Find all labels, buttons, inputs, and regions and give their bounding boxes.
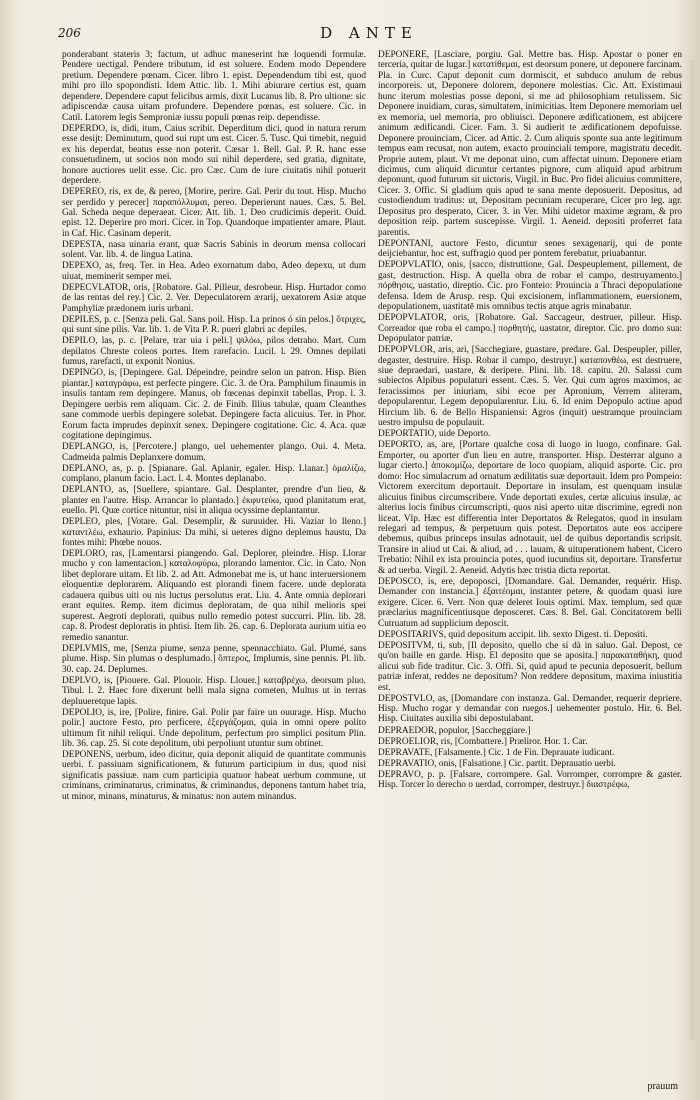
dictionary-entry: DEPILO, las, p. c. [Pelare, trar uia i peli.] ψιλόω, pilos detraho. Mart. Cum depilatos Chreste coleos portes. Item rarefacio. Lucil. l. 29. Omnes depilati fumus, rarefacti, ut exponit Nonius. bbox=[62, 336, 366, 368]
dictionary-entry: DEPILES, p. c. [Senza peli. Gal. Sans poil. Hisp. La prinos ó sin pelos.] ὄτριχες, qui sunt sine pilis. Var. lib. 1. de Vita P. R. pueri glabri ac depiles. bbox=[62, 314, 366, 336]
dictionary-entry: DEPOSITVM, ti, sub, [Il deposito, quello che si dà in saluo. Gal. Depost, ce qu'on baille en garde. Hisp. El deposito que se aposita.] παρακαταθήκη, quod alicui sub fide traditur. Cic. 3. Offi. Si, quid apud te pecunia deposuerit, bellum patriæ inferat, reddes ne depositum? Non reddere depositum, maxima iniustitia est. bbox=[378, 640, 682, 693]
dictionary-entry: DEPOPVLATIO, onis, [sacco, distruttione, Gal. Despeuplement, pillement, de gast, destruction. Hisp. A quella obra de robar el campo, destruyamento.] πόρθησις, uastatio, direptio. Cic. pro Fonteio: Prouincia a Thraci depopulatione defensa. Idem de Arusp. resp. Qui excisionem, inflammationem, euersionem, depopulationem, uastitatē mis omnibus tectis atque agris minabatur. bbox=[378, 260, 682, 313]
dictionary-entry: DEPRAEDOR, populor, [Saccheggiare.] bbox=[378, 725, 531, 736]
dictionary-entry: DEPONERE, [Lasciare, porgiu. Gal. Mettre bas. Hisp. Apostar o poner en tercería, quitar de lugar.] κατατίθεμαι, est deorsum ponere, ut deponere farcinam. Pla. in Curc. Caput deponit cum dormiscit, et subduco anulum de rebus incorporeis. ut, Deponere dolorem, deponere molestias. Cic. Att. Existimaui hunc iterum molestias posse deponi, si me ad philosophiam retulissem. Sic Deponere inuidiam, curas, simultatem, inimicitias. Item Deponere memoriam uel ex memoria, uel memoria, pro obliuisci. Deponere ædificationem, est abijcere animum ædificandi. Cicer. Fam. 3. Si audierit te ædificationem depofuisse. Deponere prouinciam, Cicer. ad Attic. 2. Cum aliquis sponte sua ante legitimum tempus eam recusat, non autem, exacto prouinciali tempore, magistratu decedit. Proprie autem, plaut. Vt me deponat uino, cum affectat uinum. Deponere etiam dicimus, cum aliquid dicuntur certantes pignore, cum aliquid apud arbitrum deponunt, quod futurum sit uictoris, Virgil. in Buc. Pro fidei alicuius committere, Cicer. 3. Offic. Si gladium quis apud te sana mente deposuerit. Depositus, ad custodiendum traditus: ut, Depositam pecuniam recuperare, Cicer pro leg. agr. Depositus pro desperato, Cicer. 3. in Ver. Mihi uidetor maxime ægram, & pro deposition reip. partem suscepisse. Virgil. 1. Aeneid. depositi proferret fata parentis. bbox=[378, 50, 682, 238]
dictionary-entry: DEPROELIOR, ris, [Combattere.] Præliror. Hor. 1. Car. bbox=[378, 736, 588, 747]
dictionary-entry: DEPECVLATOR, oris, [Robatore. Gal. Pilleur, desrobeur. Hisp. Hurtador como de las rentas del rey.] Cic. 2. Ver. Depeculatorem ærarij, uexatorem Asiæ atque Pamphyliæ prædonem iuris urbani. bbox=[62, 282, 366, 314]
dictionary-entry: DEPLANO, as, p. p. [Spianare. Gal. Aplanir, egaler. Hisp. Llanar.] ὁμαλίζω, complano, planum facio. Lact. l. 4. Montes deplanabo. bbox=[62, 463, 366, 485]
dictionary-entry: DEPORTATIO, uide Deporto. bbox=[378, 429, 491, 440]
dictionary-entry: DEPOSITARIVS, quid depositum accipit. lib. sexto Digest. ti. Depositi. bbox=[378, 629, 648, 640]
dictionary-entry: DEPOPVLATOR, oris, [Robatore. Gal. Saccageur, destruer, pilleur. Hisp. Correador que roba el campo.] πορθητής, uastator, direptor. Cic. pro domo sua: Depopulator patriæ. bbox=[378, 313, 682, 345]
dictionary-entry: DEPLVMIS, me, [Senza piume, senza penne, spennacchiato. Gal. Plumé, sans plume. Hisp. Sin plumas o desplumado.] ὄπτερος, Implumis, sine pennis. Pl. lib. 30. cap. 24. Deplumes. bbox=[62, 643, 366, 675]
left-column bbox=[62, 50, 366, 1080]
dictionary-entry: DEPOSCO, is, ere, depoposci, [Domandare. Gal. Demander, requérir. Hisp. Demander con instancia.] ἐξαιτέομαι, instanter petere, & quodam quasi iure exigere. Cicer. 6. Verr. Non quæ deleret Iouis optimi. Max. templum, sed quæ præclarius magnificentiusque deposceret. Cæs. 8. Bel. Gal. Concitatorem belli Cutruatum ad supplicium deposcit. bbox=[378, 576, 682, 629]
dictionary-entry: DEPLVO, is, [Piouere. Gal. Plouoir. Hisp. Llouer.] καταβρέχω, deorsum pluo. Tibul. l. 2. Haec fore dixerunt belli mala signa cometen, Multus ut in terras depluueretque lapis. bbox=[62, 675, 366, 707]
dictionary-entry: DEPRAVO, p. p. [Falsare, corrompere. Gal. Vorromper, corrompre & gaster. Hisp. Torcer lo derecho o uerdad, corromper, destruyr.] διαστρέφω, bbox=[378, 769, 682, 791]
dictionary-entry: DEPORTO, as, are, [Portare qualche cosa di luogo in luogo, confinare. Gal. Emporter, ou aporter d'un lieu en autre, transporter. Hisp. Desterrar alguno a lugar cierto.] ἀποκομίζω, deportare de loco quopiam, aliquid asporte. Cic. pro domo: Hoc simulacrum ad ornatum ædilitatis suæ deportauit. Idem pro Pompeio: Victorem exercitum deportauit. Deportare in insulam, est quenquam insulæ alicuius finibus circumscribere. Vnde deportati exules, certæ alicuius insulæ, ac alterius locis finibus circumscripti, quos nisi aperto uitæ discrimine, egredi non liceat. Vlp. Hæc est differentia inter Deportatos & Relegatos, quod in insulam relegari ad tempus, & perpetuum quis potest. Deportatos aute eos accipere debemus, quibus princeps insulas adnotauit, uel de quibus deportandis scripsit. Transire in aliud ut Cai. & aliud, ad . . . lauam, & uituperationem habent, Cicero Trebatio: Nihil ex ista prouincia potes, quod iucundius sit, deportare. Transfertur & ad uerba. Virgil. 2. Aeneid. Adytis hæc tristia dicta reportat. bbox=[378, 440, 682, 576]
running-head: D ANTE bbox=[320, 24, 418, 42]
dictionary-entry: DEPRAVATIO, onis, [Falsatione.] Cic. partit. Deprauatio uerbi. bbox=[378, 758, 616, 769]
dictionary-entry: DEPLORO, ras, [Lamentarsi piangendo. Gal. Deplorer, pleindre. Hisp. Llorar mucho y con lamentacion.] καταλοφύρω, plorando lamentor. Cic. in Cato. Non libet deplorare uitam. Et lib. 2. ad Att. Admonebat me is, ut hanc interuersionem eloquentiæ deplorarem. Aliquando est plorandi finem facere. unde deplorata cadauera quibus uiti ou nis luctus persolutus erat. Liu. 4. Ante omnia deplorari erant equites. Remp. item dicimus deploratam, de qua nihil melioris spei superest. Aegroti deplorati, quibus nullo remedio potest succurri. Plin. lib. 28. cap. 8. Prodest deploratis in phtisi. Item lib. 26. cap. 6. Deplorata aurium uitia eo remedio sanantur. bbox=[62, 549, 366, 643]
catchword: prauum bbox=[647, 1081, 678, 1092]
dictionary-entry: DEPOLIO, is, ire, [Polire, finire. Gal. Polir par faire un ouurage. Hisp. Mucho polir.] auctore Festo, pro perficere, ἐξεργάζομαι, quia in omni opere polito ultimum fit nihil reliqui. Unde depolitum, perfectum pro simplici positum Plin. lib. 36. cap. 25. Si cote depolitum, ubi perpoliunt utuntur sum obtinet. bbox=[62, 707, 366, 749]
right-column bbox=[378, 50, 682, 1080]
page-number: 206 bbox=[58, 26, 81, 40]
dictionary-entry: DEPESTA, nasa uinaria erant, quæ Sacris Sabinis in deorum mensa collocari solent. Var. lib. 4. de lingua Latina. bbox=[62, 239, 366, 261]
dictionary-entry: DEPOSTVLO, as, [Domandare con instanza. Gal. Demander, requerir depriere. Hisp. Mucho rogar y demandar con ruegos.] uehementer postulo. Hir. 6. Bel. Hisp. Ciuitates auxilia sibi depostulabant. bbox=[378, 693, 682, 725]
text-columns bbox=[62, 50, 682, 1080]
dictionary-entry: DEPRAVATE, [Falsamente.] Cic. 1 de Fin. Deprauate iudicant. bbox=[378, 747, 615, 758]
page-edge-shadow bbox=[686, 60, 694, 1040]
dictionary-entry: DEPOPVLOR, aris, ari, [Sacchegiare, guastare, predare. Gal. Despeupler, piller, degaster, destruire. Hisp. Robar il campo, destruyr.] καταπονθέω, est destruere, siue depraedari, uastare, & deripere. Plini. lib. 18. capitu. 20. Salassi cum subiectos Alpibus populaturi essent. Cæs. 5. Ver. Qui cum agros maximos, ac feracissimos per iniuriam, sibi ecoe per Apronium, Verrem aliteram, depopularentur. Legem depopularentur. Liu. 6. Id enim Depopulo actiue apud Hircium lib. 6. de Bello Hispaniensi: Agros (inquit) uestramque prouinciam uestro impulsu de populauit. bbox=[378, 345, 682, 429]
dictionary-entry: DEPLANGO, is, [Percotere.] plango, uel uehementer plango. Oui. 4. Meta. Cadmeida palmis Deplanxere domum. bbox=[62, 442, 366, 463]
dictionary-entry: DEPINGO, is, [Depingere. Gal. Dépeindre, peindre selon un patron. Hisp. Bien piantar.] καταγράφω, est perfecte pingere. Cic. 3. de Ora. Pamphilum finaumis in insulis tantam rem depingere. Manus, ob fœcenas depinxit tabellas, Prop. l. 3. Depingere uerbis rem aliquam. Cic. 2. de Finib. Illius tabulæ, quam Cleanthes sane commode uerbis depingere solebat. Depingere facta alicuius. Ter. in Phor. Eorum facta imprudes depinxit senex. Depingere cogitatione. Cic. 4. Aca. quæ cogitatione depingimus. bbox=[62, 368, 366, 442]
page-header bbox=[58, 26, 680, 46]
dictionary-entry: DEPEXO, as, freq. Ter. in Hea. Adeo exornatum dabo, Adeo depexu, ut dum uiuat, meminerit semper mei. bbox=[62, 261, 366, 282]
dictionary-entry: DEPEREO, ris, ex de, & pereo, [Morire, perire. Gal. Perir du tout. Hisp. Mucho ser perdido y perecer] παραπόλλυμαι, pereo. Deperierunt naues. Cæs. 5. Bel. Gal. Scheda neque deperaeat. Cicer. Att. lib. 1. Deo crudicimis deperit. Ouid. epist. 12. Deperire pro mori. Cicer. in Top. Quandoque impatienter amare. Plaut. in Caf. Hic. Casinam deperit. bbox=[62, 187, 366, 239]
dictionary-entry: DEPONENS, uerbum, ideo dicitur, quia deponit aliquid de quantitate communis uerbi. f. passiuam significationem, & futurum participium in dus, quod nisi significatis passiuæ. nam cum participia quatuor habeat uerbum commune, ut criminans, criminaturus, criminatus, & criminandus, deponens tantum habet tria, ut minor, minans, minaturus, & minatus: non autem minandus. bbox=[62, 750, 366, 802]
dictionary-entry: DEPONTANI, auctore Festo, dicuntur senes sexagenarij, qui de ponte deijciebantur, hoc est, suffragio quod per pontem ferebatur, priuabantur. bbox=[378, 238, 682, 260]
dictionary-entry: DEPLEO, ples, [Votare. Gal. Desemplir, & suruuider. Hi. Vaziar lo lleno.] καταντλέω, exhaurio. Papinius: Da mihi, si ueteres digno deplemus haustu, Da fontes mihi: Phœbe nouos. bbox=[62, 517, 366, 548]
dictionary-entry: DEPERDO, is, didi, itum, Caius scribit. Deperditum dici, quod in natura rerum esse desijt: Deminutum, quod sui rupt um est. Cicer. 5. Tusc. Qui timebit, neguid ex his deperdat, beatus esse non poterit. Cæsar 1. Bell. Gal. P. R. hanc esse consuetudinem, ut socios non modo sui nihil deperdere, sed gratia, dignitate, honore auctiores uelit esse. Cic. pro Cæc. Cum de iure ciuitatis nihil potuerit deperdere. bbox=[62, 123, 366, 187]
dictionary-entry: DEPLANTO, as, [Suellere, spiantare. Gal. Desplanter, prendre d'un lieu, & planter en l'autre. Hisp. Arrancar lo plantado.] ἐκφυτεύω, quod planitatum erat, euello. Pl. Quæ cortice nituntur, nisi in aliqua ocyssime deplantantur. bbox=[62, 485, 366, 517]
continued-entry: ponderabant stateris 3; factum, ut adhuc maneserint hæ loquendi formulæ. Pendere uectigal. Pendere tributum, id est soluere. Eodem modo Dependere pretium. Dependere pœnam. Cicer. libro 1. epist. Dependendum tibi est, quod mihi pro illo spopondisti. Idem Attic. lib. 1. Mihi abiurare certius est, quam dependere. Dependere caput felicibus armis, dixit Lucanus lib. 8. Pro ultione: sic adipiscendæ causa uitam profundere. Dependere pœnas, est soluere. Cic. in Catil. Latorem legis Semproniæ iussu populi pœnas reip. dependisse. bbox=[62, 50, 366, 123]
